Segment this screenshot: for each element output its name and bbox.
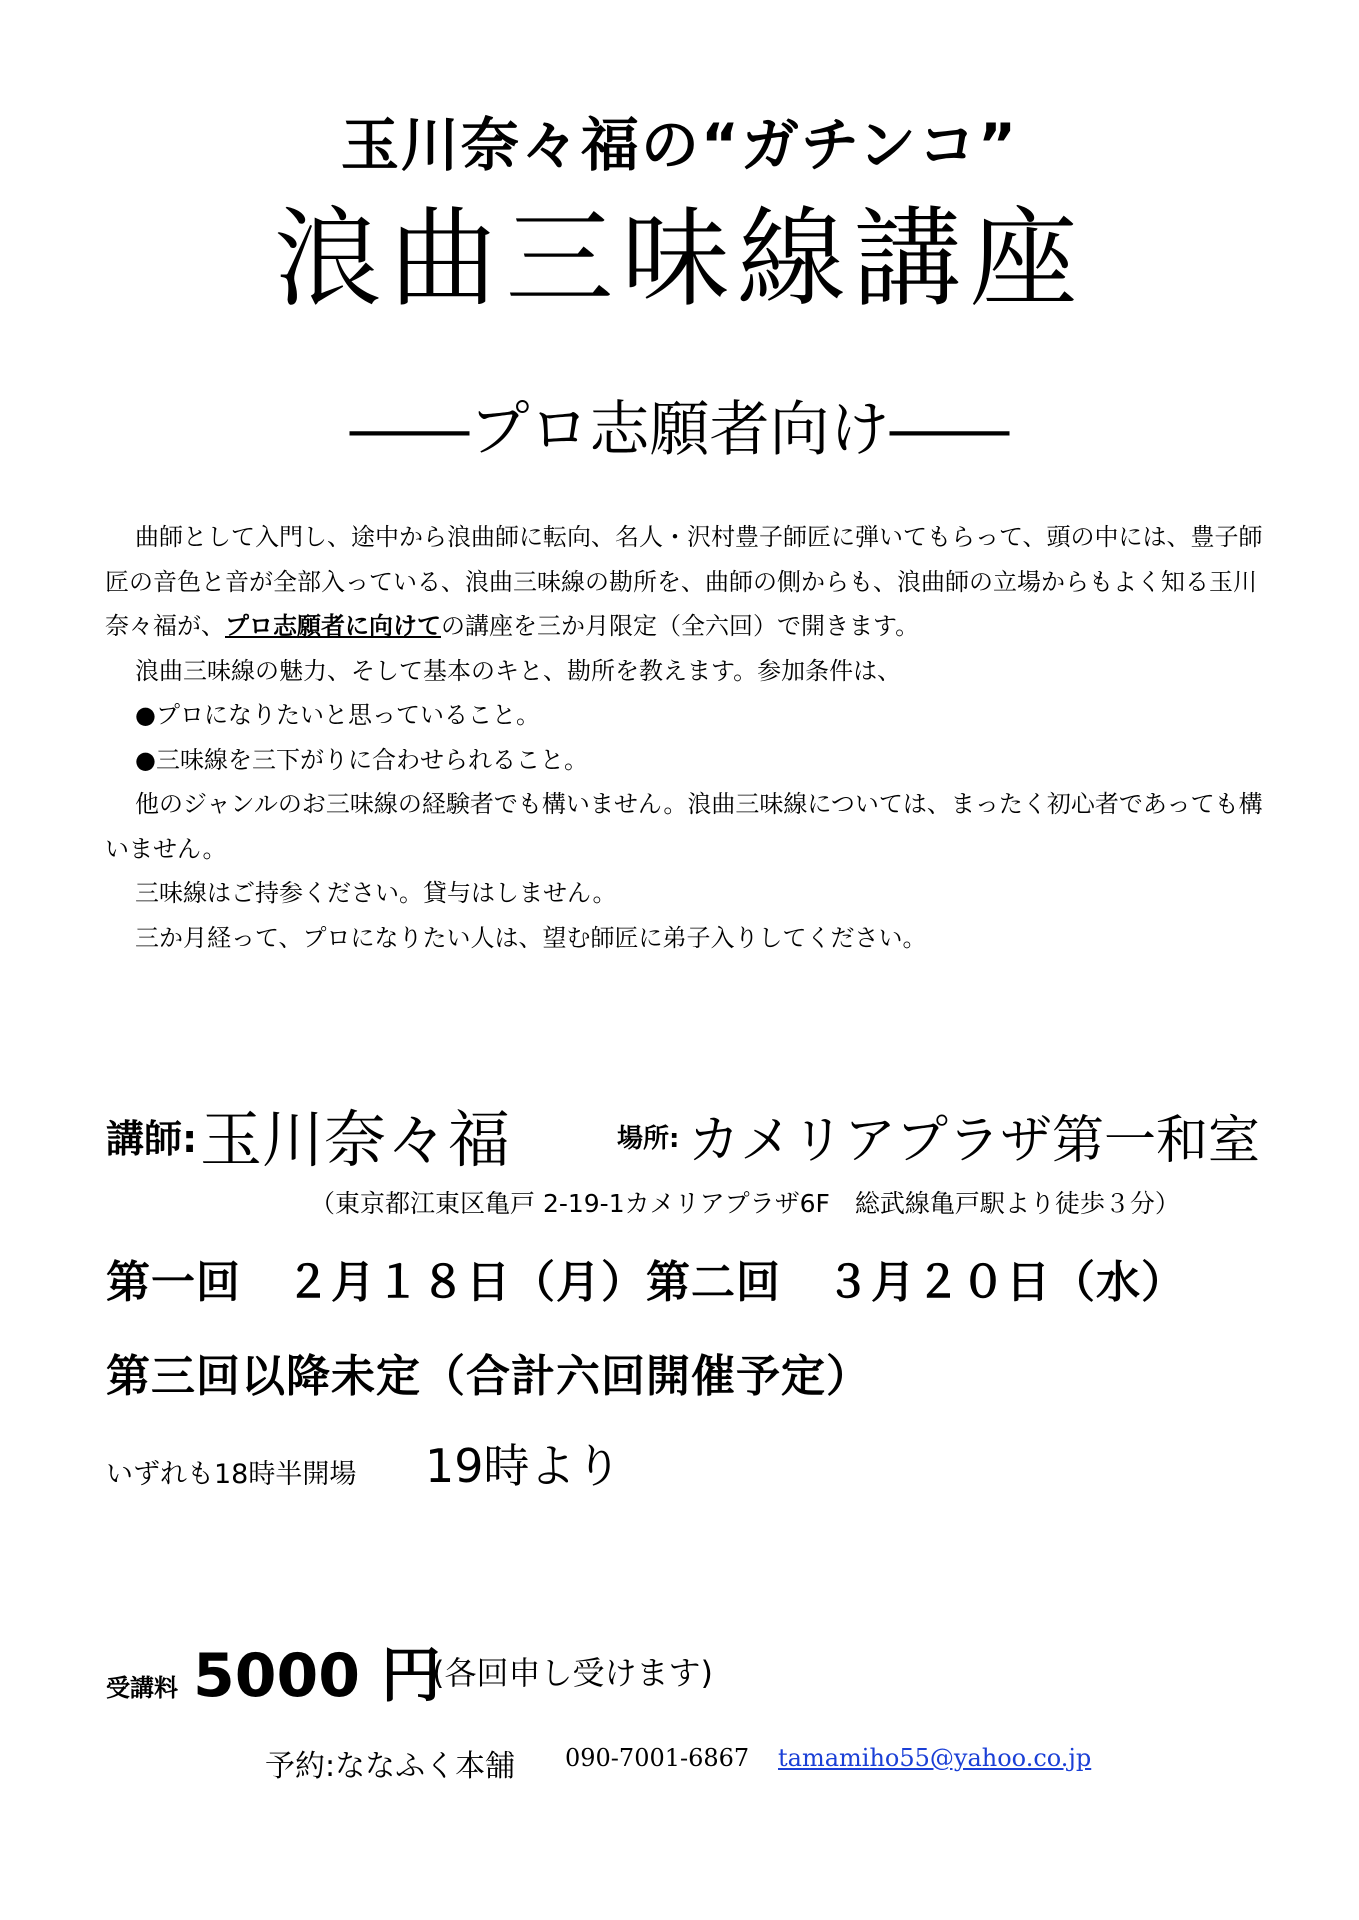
reservation-label: 予約:ななふく本舗 (265, 1749, 516, 1784)
paragraph-bring: 三味線はご持参ください。貸与はしません。 (135, 879, 617, 907)
paragraph-after: 三か月経って、プロになりたい人は、望む師匠に弟子入りしてください。 (135, 923, 927, 952)
fee-note: (各回申し受けます) (432, 1654, 713, 1692)
teacher-label: 講師: (106, 1117, 198, 1161)
fee-label: 受講料 (106, 1674, 178, 1702)
intro-emphasis: プロ志願者に向けて (225, 611, 441, 640)
reservation-phone: 090-7001-6867 (565, 1744, 750, 1772)
subtitle: ――プロ志願者向け―― (349, 395, 1010, 465)
main-title: 浪曲三味線講座 (273, 197, 1086, 322)
title-line1: 玉川奈々福の“ガチンコ” (340, 111, 1019, 179)
condition-1: ●プロになりたいと思っていること。 (135, 701, 540, 729)
paragraph-experience: 他のジャンルのお三味線の経験者でも構いません。浪曲三味線については、まったく初心者であっても構いません。 (105, 790, 1263, 863)
condition-2: ●三味線を三下がりに合わせられること。 (135, 745, 588, 774)
doors-open-time: いずれも18時半開場 (106, 1459, 357, 1490)
paragraph-intro (105, 515, 1265, 649)
reservation-email-link[interactable]: tamamiho55@yahoo.co.jp (778, 1744, 1092, 1772)
venue-label: 場所: (617, 1124, 680, 1154)
start-time: 19時より (425, 1439, 622, 1493)
intro-text-b: の講座を三か月限定（全六回）で開きます。 (441, 612, 920, 640)
description (105, 515, 1265, 960)
venue-name: カメリアプラザ第一和室 (688, 1111, 1261, 1171)
paragraph-conditions: 浪曲三味線の魅力、そして基本のキと、勘所を教えます。参加条件は、 (135, 656, 902, 685)
intro-text-a: 曲師として入門し、途中から浪曲師に転向、名人・沢村豊子師匠に弾いてもらって、頭の中には、豊子師匠の音色と音が全部入っている、浪曲三味線の勘所を、曲師の側からも、浪曲師の立場からもよく知る玉川奈々福が、 (105, 523, 1263, 640)
schedule-dates: 第一回 ２月１８日（月）第二回 ３月２０日（水） (106, 1257, 1186, 1308)
venue-address: （東京都江東区亀戸 2-19-1カメリアプラザ6F 総武線亀戸駅より徒歩３分） (310, 1189, 1180, 1218)
teacher-name: 玉川奈々福 (200, 1103, 511, 1176)
schedule-note: 第三回以降未定（合計六回開催予定） (106, 1351, 871, 1402)
fee-amount: 5000 円 (193, 1641, 441, 1711)
